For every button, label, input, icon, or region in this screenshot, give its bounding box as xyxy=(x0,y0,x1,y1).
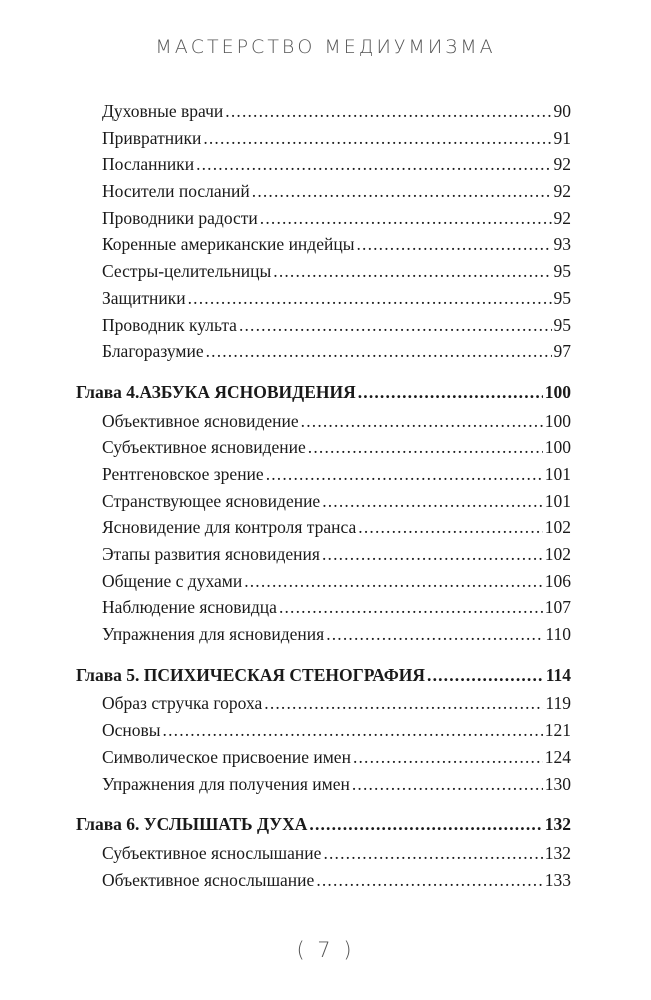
leader-dots xyxy=(301,408,543,434)
toc-entry-title: Духовные врачи xyxy=(102,101,224,121)
leader-dots xyxy=(358,379,543,405)
chapter-title: Глава 4.АЗБУКА ЯСНОВИДЕНИЯ xyxy=(76,381,356,402)
leader-dots xyxy=(203,125,551,151)
leader-dots xyxy=(308,434,543,460)
toc-entry-page: 133 xyxy=(544,869,571,890)
chapter-page: 100 xyxy=(544,381,571,402)
toc-entry-page: 106 xyxy=(544,570,571,591)
toc-entry-page: 110 xyxy=(545,624,571,645)
toc-entry-page: 95 xyxy=(553,261,571,282)
toc-entry-title: Проводники радости xyxy=(102,207,258,228)
toc-entry-title: Привратники xyxy=(102,127,202,148)
chapter-heading xyxy=(76,662,571,689)
toc-entry-title: Упражнения для получения имен xyxy=(102,773,350,794)
toc-entry-page: 124 xyxy=(544,746,571,767)
leader-dots xyxy=(326,621,543,647)
toc-entry-page: 91 xyxy=(553,127,571,148)
toc-entry-title: Субъективное яснослышание xyxy=(102,842,322,863)
table-of-contents xyxy=(0,98,651,893)
chapter-title: Глава 6. УСЛЫШАТЬ ДУХА xyxy=(76,814,308,835)
toc-entry xyxy=(102,151,571,178)
toc-entry xyxy=(102,840,571,867)
toc-entry xyxy=(102,178,571,205)
toc-entry xyxy=(102,338,571,365)
toc-entry-page: 102 xyxy=(544,517,571,538)
leader-dots xyxy=(260,205,552,231)
leader-dots xyxy=(196,151,551,177)
toc-entry-page: 93 xyxy=(553,234,571,255)
toc-entry-page: 92 xyxy=(553,154,571,175)
toc-entry xyxy=(102,488,571,515)
toc-entry-page: 95 xyxy=(553,314,571,335)
leader-dots xyxy=(323,840,542,866)
leader-dots xyxy=(206,338,552,364)
toc-entry xyxy=(102,744,571,771)
leader-dots xyxy=(188,285,552,311)
toc-entry-page: 100 xyxy=(544,410,571,431)
toc-entry xyxy=(102,258,571,285)
page-number: ( 7 ) xyxy=(296,938,355,962)
toc-entry-title: Странствующее ясновидение xyxy=(102,490,321,511)
chapter-heading xyxy=(76,811,571,838)
toc-entry-title: Образ стручка гороха xyxy=(102,693,263,714)
leader-dots xyxy=(353,744,543,770)
toc-entry-page: 90 xyxy=(553,101,571,121)
toc-entry xyxy=(102,231,571,258)
leader-dots xyxy=(163,717,543,743)
chapter-page: 114 xyxy=(545,664,571,685)
toc-entry-title: Этапы развития ясновидения xyxy=(102,544,320,564)
leader-dots xyxy=(427,662,544,688)
toc-entry-title: Основы xyxy=(102,720,161,741)
running-title: МАСТЕРСТВО МЕДИУМИЗМА xyxy=(155,36,496,58)
toc-entry xyxy=(102,690,571,717)
leader-dots xyxy=(309,811,542,837)
leader-dots xyxy=(279,594,543,620)
leader-dots xyxy=(244,568,543,594)
toc-entry-title: Проводник культа xyxy=(102,314,237,335)
toc-entry-page: 119 xyxy=(545,693,571,714)
toc-entry xyxy=(102,541,571,568)
toc-entry xyxy=(102,125,571,152)
toc-entry-page: 92 xyxy=(553,181,571,202)
toc-entry xyxy=(102,434,571,461)
toc-entry xyxy=(102,568,571,595)
toc-entry-title: Носители посланий xyxy=(102,181,250,202)
leader-dots xyxy=(322,488,543,514)
leader-dots xyxy=(225,98,551,124)
toc-entry-title: Объективное ясновидение xyxy=(102,410,299,431)
toc-entry-page: 101 xyxy=(544,490,571,511)
toc-entry xyxy=(102,408,571,435)
toc-entry xyxy=(102,461,571,488)
toc-entry-page: 132 xyxy=(544,842,571,863)
leader-dots xyxy=(352,771,543,797)
leader-dots xyxy=(264,690,543,716)
toc-entry-title: Коренные американские индейцы xyxy=(102,234,355,255)
toc-entry-title: Рентгеновское зрение xyxy=(102,463,264,484)
leader-dots xyxy=(358,514,542,540)
toc-entry-page: 92 xyxy=(553,207,571,228)
toc-entry-title: Общение с духами xyxy=(102,570,243,591)
chapter-page: 132 xyxy=(544,814,571,835)
leader-dots xyxy=(266,461,543,487)
toc-entry-page: 130 xyxy=(544,773,571,794)
toc-entry xyxy=(102,312,571,339)
toc-entry xyxy=(102,98,571,125)
leader-dots xyxy=(322,541,543,567)
toc-entry-page: 97 xyxy=(553,341,571,362)
toc-entry-title: Символическое присвоение имен xyxy=(102,746,351,767)
toc-entry-page: 95 xyxy=(553,287,571,308)
toc-entry xyxy=(102,771,571,798)
leader-dots xyxy=(316,867,542,893)
toc-entry-title: Наблюдение ясновидца xyxy=(102,597,277,618)
toc-entry-page: 101 xyxy=(544,463,571,484)
toc-entry xyxy=(102,514,571,541)
toc-entry xyxy=(102,717,571,744)
leader-dots xyxy=(239,312,552,338)
leader-dots xyxy=(273,258,551,284)
toc-entry-title: Посланники xyxy=(102,154,195,175)
leader-dots xyxy=(356,231,551,257)
toc-entry xyxy=(102,205,571,232)
toc-entry-title: Субъективное ясновидение xyxy=(102,437,306,458)
toc-entry xyxy=(102,621,571,648)
chapter-title: Глава 5. ПСИХИЧЕСКАЯ СТЕНОГРАФИЯ xyxy=(76,664,426,685)
toc-entry-title: Ясновидение для контроля транса xyxy=(102,517,357,538)
toc-entry xyxy=(102,594,571,621)
toc-entry-page: 107 xyxy=(544,597,571,618)
toc-entry xyxy=(102,867,571,894)
toc-entry-title: Защитники xyxy=(102,287,186,308)
chapter-heading xyxy=(76,379,571,406)
leader-dots xyxy=(252,178,552,204)
toc-entry xyxy=(102,285,571,312)
toc-entry-title: Объективное яснослышание xyxy=(102,869,315,890)
toc-entry-title: Благоразумие xyxy=(102,341,204,362)
toc-entry-page: 121 xyxy=(544,720,571,741)
toc-entry-page: 102 xyxy=(544,544,571,564)
toc-entry-page: 100 xyxy=(544,437,571,458)
toc-entry-title: Упражнения для ясновидения xyxy=(102,624,325,645)
toc-entry-title: Сестры-целительницы xyxy=(102,261,272,282)
